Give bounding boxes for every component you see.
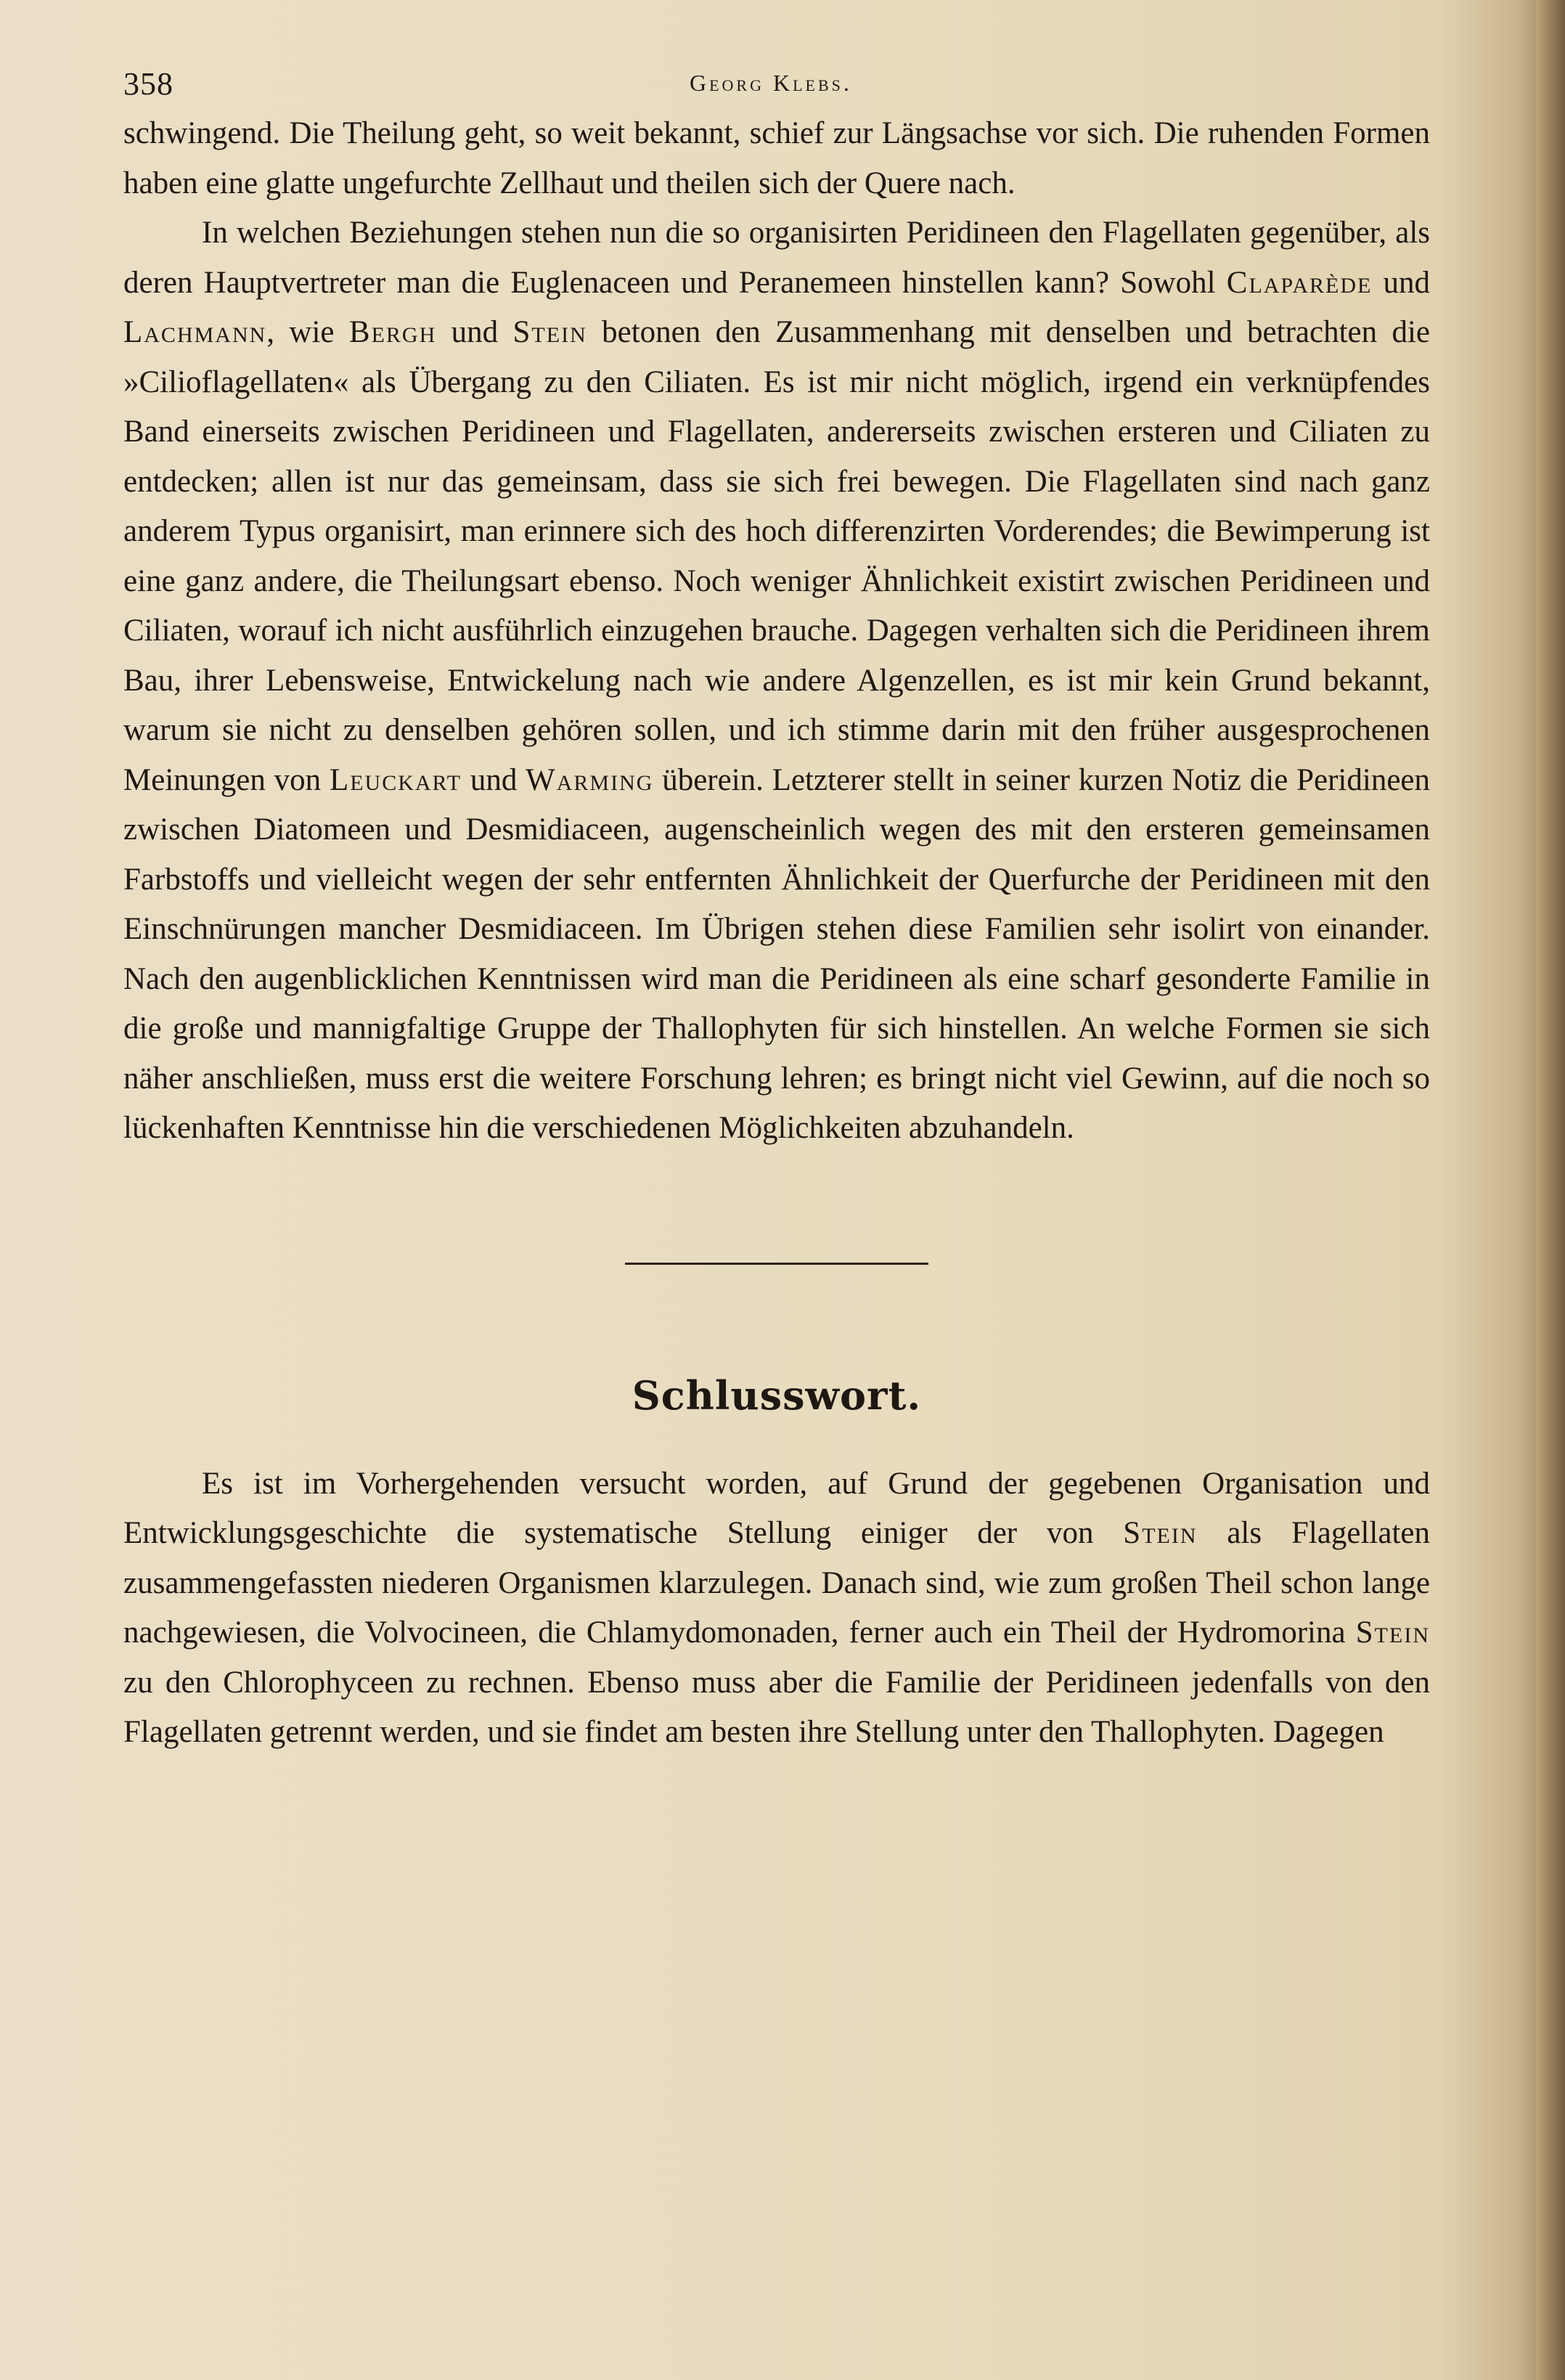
main-text <box>123 109 1430 1154</box>
text-run: Es ist im Vorhergehenden versucht worden, auf Grund der gegebenen Organisation und Entwicklungsgeschichte die systematische Stellung einiger der von <box>123 1466 1430 1550</box>
text-run: betonen den Zusammenhang mit denselben und betrachten die »Cilioflagellaten« als Übergang zu den Ciliaten. Es ist mir nicht möglich, irgend ein verknüpfendes Band einerseits zwischen Peridineen und Flagellaten, andererseits zwischen ersteren und Ciliaten zu entdecken; allen ist nur das gemeinsam, dass sie sich frei bewegen. Die Flagellaten sind nach ganz anderem Typus organisirt, man erinnere sich des hoch differenzirten Vorderendes; die Bewimperung ist eine ganz andere, die Theilungsart ebenso. Noch weniger Ähnlichkeit existirt zwischen Peridineen und Ciliaten, worauf ich nicht ausführlich einzugehen brauche. Dagegen verhalten sich die Peridineen ihrem Bau, ihrer Lebensweise, Entwickelung nach wie andere Algenzellen, es ist mir kein Grund bekannt, warum sie nicht zu denselben gehören sollen, und ich stimme darin mit den früher ausgesprochenen Meinungen von <box>123 315 1431 797</box>
section-heading: Schlusswort. <box>632 1372 922 1419</box>
text-run: zu den Chlorophyceen zu rechnen. Ebenso muss aber die Familie der Peridineen jedenfalls von den Flagellaten getrennt werden, und sie findet am besten ihre Stellung unter den Thallophyten. Dagegen <box>123 1665 1430 1749</box>
text-run: , wie <box>266 315 349 349</box>
author-name: Bergh <box>348 315 437 349</box>
running-title: Georg Klebs. <box>690 70 852 96</box>
author-name: Stein <box>1355 1615 1430 1650</box>
book-spine-edge <box>1536 0 1565 2380</box>
author-name: Claparède <box>1226 265 1373 300</box>
author-name: Stein <box>1123 1516 1198 1550</box>
page-number: 358 <box>123 66 173 102</box>
paragraph-conclusion <box>123 1459 1430 1758</box>
text-run: und <box>436 315 513 349</box>
text-run: In welchen Beziehungen stehen nun die so organisirten Peridineen den Flagellaten gegenüber, als deren Hauptvertreter man die Euglenaceen und Peranemeen hinstellen kann? Sowohl <box>123 216 1430 300</box>
text-run: überein. Letzterer stellt in seiner kurzen Notiz die Peridineen zwischen Diatomeen und Desmidiaceen, augenscheinlich wegen des mit den ersteren gemeinsamen Farbstoffs und vielleicht wegen der sehr entfernten Ähnlichkeit der Querfurche der Peridineen mit den Einschnürungen mancher Desmidiaceen. Im Übrigen stehen diese Familien sehr isolirt von einander. Nach den augenblicklichen Kenntnissen wird man die Peridineen als eine scharf gesonderte Familie in die große und mannigfaltige Gruppe der Thallophyten für sich hinstellen. An welche Formen sie sich näher anschließen, muss erst die weitere Forschung lehren; es bringt nicht viel Gewinn, auf die noch so lückenhaften Kenntnisse hin die verschiedenen Möglichkeiten abzuhandeln. <box>123 762 1430 1145</box>
author-name: Leuckart <box>329 762 462 797</box>
author-name: Warming <box>526 762 654 797</box>
book-page <box>123 58 1430 1758</box>
section-divider <box>625 1263 928 1265</box>
running-head <box>123 58 1430 109</box>
author-name: Lachmann <box>123 315 267 349</box>
paragraph-relationships <box>123 208 1430 1154</box>
author-name: Stein <box>512 315 587 349</box>
text-run: und <box>1372 265 1431 300</box>
text-run: als Flagellaten zusammengefassten niederen Organismen klarzulegen. Danach sind, wie zum großen Theil schon lange nachgewiesen, die Volvocineen, die Chlamydomonaden, ferner auch ein Theil der Hydromorina <box>123 1516 1430 1650</box>
text-run: und <box>462 762 526 797</box>
paragraph-continued: schwingend. Die Theilung geht, so weit bekannt, schief zur Längsachse vor sich. Die ruhenden Formen haben eine glatte ungefurchte Zellhaut und theilen sich der Quere nach. <box>123 116 1430 200</box>
conclusion-text <box>123 1459 1430 1758</box>
